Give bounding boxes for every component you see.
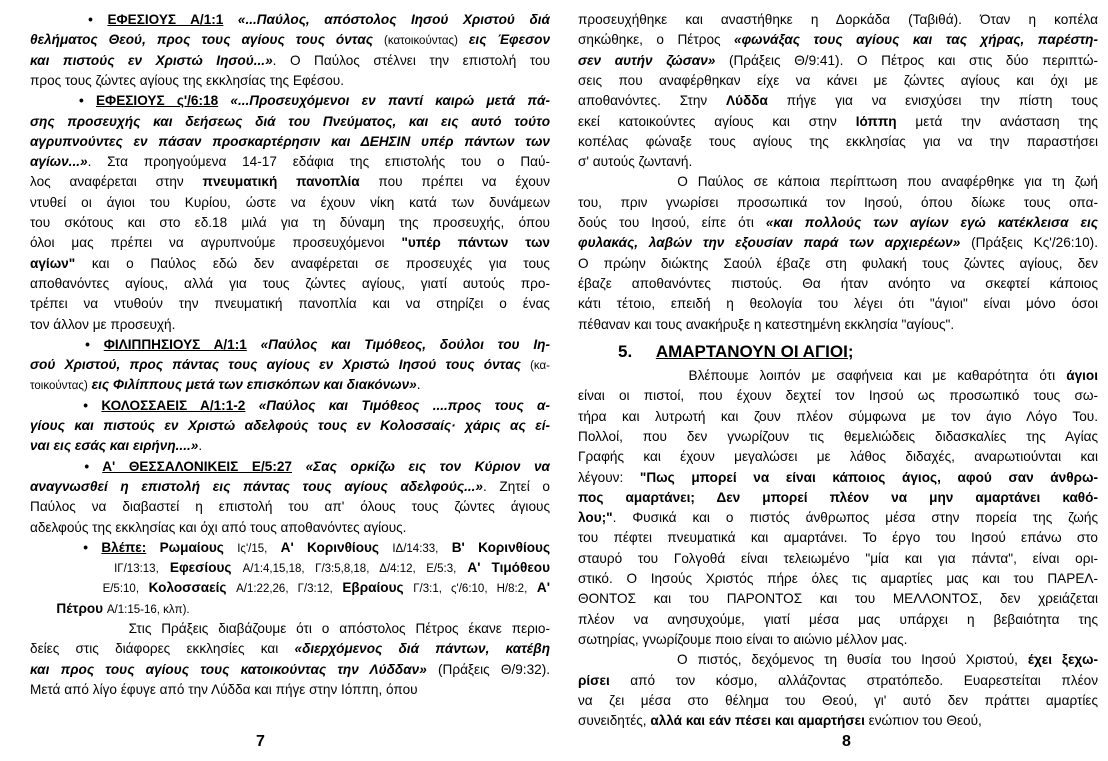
text-line: αγρυπνούντες εν πάσαν προσκαρτέρησιν και ΔΕΗΣΙΝ υπέρ πάντων των	[30, 133, 550, 149]
text-line: σης προσευχής και δεήσεως διά του Πνεύματος, και εις αυτό τούτο	[30, 113, 550, 129]
text-line: γίους και πιστούς εν Χριστώ αδελφούς τους εν Κολοσσαίς· χάρις ας εί-	[30, 418, 550, 433]
text-line: αγίων" και ο Παύλος εδώ δεν αναφέρεται σε προσευχές για τους	[30, 255, 550, 271]
text-line: τοικούντας) εις Φιλίππους μετά των επισκόπων και διακόνων».	[30, 377, 421, 393]
text-line: σεις που αναφέρθηκαν είχε να κάνει με ζώντες αγίους και όχι με	[578, 72, 1098, 88]
text-line: εκεί κατοικούντες αγίους και στην Ιόππη μετά την ανάσταση της	[578, 113, 1098, 129]
text-line: φυλακάς, λαβών την εξουσίαν παρά των αρχιερέων» (Πράξεις Κς'/26:10).	[578, 235, 1098, 251]
text-line: αγίων...». Στα προηγούμενα 14-17 εδάφια της επιστολής του ο Παύ-	[30, 154, 550, 170]
text-line: Μετά από λίγο έφυγε από την Λύδδα και πήγε στην Ιόππη, όπου	[30, 681, 418, 697]
text-line: στικό. Ο Ιησούς Χριστός πήρε όλες τις αμαρτίες μας και του ΠΑΡΕΛ-	[578, 571, 1098, 586]
text-line: πλέον να ανησυχούμε, γιατί μέσα μας υπάρχει η βεβαιότητα της	[578, 611, 1098, 627]
text-line: τρέπει να ντυθούν την πνευματική πανοπλία και να στηρίζει ο ένας	[30, 296, 550, 312]
text-line: Παύλος να διαβαστεί η επιστολή του απ' όλους τους ζώντες άγιους	[30, 499, 550, 515]
section-heading-title: ΑΜΑΡΤΑΝΟΥΝ ΟΙ ΑΓΙΟΙ;	[655, 342, 854, 361]
section-heading-number: 5.	[618, 342, 633, 361]
text-line: • Α' ΘΕΣΣΑΛΟΝΙΚΕΙΣ Ε/5:27 «Σας ορκίζω εις τον Κύριον να	[30, 458, 550, 474]
text-line: σωτηρίας, γνωρίζουμε ποιο είναι το αιώνιο μέλλον μας.	[578, 631, 908, 647]
text-line: του, πριν γνωρίσει προσωπικά τον Ιησού, όπου δίωκε τους οπα-	[578, 194, 1098, 210]
text-line: • ΚΟΛΟΣΣΑΕΙΣ Α/1:1-2 «Παύλος και Τιμόθεος ....προς τους α-	[30, 397, 550, 413]
right-page	[578, 6, 1098, 761]
text-line: τήρα και λυτρωτή και ζουν πλέον σύμφωνα με τον άγιο Λόγο Του.	[578, 408, 1098, 424]
text-line: σού Χριστού, προς πάντας τους αγίους εν Χριστώ Ιησού τους όντας (κα-	[30, 357, 550, 373]
text-line: λέγουν: "Πως μπορεί να είναι κάποιος άγιος, αφού σαν άνθρω-	[578, 469, 1098, 485]
text-line: Γραφής και έχουν μεγαλώσει με λάθος διδαχές, αναρωτιούνται και	[578, 449, 1098, 465]
text-line: • ΦΙΛΙΠΠΗΣΙΟΥΣ Α/1:1 «Παύλος και Τιμόθεος, δούλοι του Ιη-	[30, 336, 550, 352]
text-line: σταυρό του Γολγοθά είναι τελειωμένο "μία και για πάντα", είναι ορι-	[578, 550, 1098, 566]
text-line: του πέφτει πνευματικά και αμαρτάνει. Το έργο του Ιησού επάνω στο	[578, 530, 1098, 546]
text-line: αποθανόντες αγίους, αλλά για τους ζώντες αγίους, γιατί αυτούς προ-	[30, 275, 550, 291]
text-line: πέθαναν και τους ανακήρυξε η κατεστημένη εκκλησία "αγίους".	[578, 316, 955, 332]
left-page	[30, 6, 550, 761]
text-line: και προς τους αγίους τους κατοικούντας την Λύδδαν» (Πράξεις Θ/9:32).	[30, 661, 550, 677]
text-line: Πέτρου Α/1:15-16, κλπ).	[30, 600, 190, 616]
text-line: του σκότους και στο εδ.18 μιλά για τη δύναμη της προσευχής, όπου	[30, 215, 550, 230]
text-line: Στις Πράξεις διαβάζουμε ότι ο απόστολος Πέτρος έκανε περιο-	[30, 621, 550, 636]
text-line: έβαζε αποθανόντες πιστούς. Θα ήταν ανόητο να σκεφτεί κάποιος	[578, 275, 1098, 291]
text-line: προσευχήθηκε και αναστήθηκε η Δορκάδα (Ταβιθά). Όταν η κοπέλα	[578, 12, 1098, 27]
text-line: κοπέλας φώναξε τους αγίους της εκκλησίας για να την παραστήσει	[578, 133, 1098, 149]
text-line: δούς του Ιησού, είπε ότι «και πολλούς των αγίων εγώ κατέκλεισα εις	[578, 215, 1098, 230]
right-page-number: 8	[842, 733, 851, 750]
text-line: πος αμαρτάνει; Δεν μπορεί πλέον να μην αμαρτάνει καθό-	[578, 489, 1098, 505]
text-line: και πιστούς εν Χριστώ Ιησού...». Ο Παύλος στέλνει την επιστολή του	[30, 52, 550, 68]
text-line: προς τους ζώντες αγίους της εκκλησίας της Εφέσου.	[30, 72, 344, 88]
text-line: αδελφούς της εκκλησίας και όχι από τους αποθανόντες αγίους.	[30, 519, 407, 535]
text-line: σηκώθηκε, ο Πέτρος «φωνάξας τους αγίους και τας χήρας, παρέστη-	[578, 32, 1098, 48]
text-line: Πολλοί, που δεν γνωρίζουν τις θεμελιώδεις διδασκαλίες της Αγίας	[578, 428, 1098, 444]
text-line: είναι οι πιστοί, που έχουν δεχτεί τον Ιησού ως προσωπικό τους σω-	[578, 388, 1098, 404]
text-line: • Βλέπε: Ρωμαίους Ις'/15, Α' Κορινθίους ΙΔ/14:33, Β' Κορινθίους	[30, 539, 550, 555]
text-line: Ε/5:10, Κολοσσαείς Α/1:22,26, Γ/3:12, Εβραίους Γ/3:1, ς'/6:10, Η/8:2, Α'	[30, 580, 550, 596]
text-line: • ΕΦΕΣΙΟΥΣ ς'/6:18 «...Προσευχόμενοι εν παντί καιρώ μετά πά-	[30, 93, 550, 109]
text-line: να ζει μέσα στο θέλημα του Θεού, γι' αυτό δεν πράττει αμαρτίες	[578, 692, 1098, 708]
text-line: Ο πρώην διώκτης Σαούλ έβαζε στη φυλακή τους ζώντες αγίους, δεν	[578, 255, 1098, 271]
text-line: Ο Παύλος σε κάποια περίπτωση που αναφέρθηκε για τη ζωή	[578, 174, 1098, 190]
text-line: λου;". Φυσικά και ο πιστός άνθρωπος μέσα στην πορεία της ζωής	[578, 510, 1098, 526]
text-line: σ' αυτούς ζωντανή.	[578, 154, 693, 170]
text-line: ΙΓ/13:13, Εφεσίους Α/1:4,15,18, Γ/3:5,8,18, Δ/4:12, Ε/5:3, Α' Τιμόθεου	[30, 560, 550, 576]
text-line: δείες στις διάφορες εκκλησίες και «διερχόμενος διά πάντων, κατέβη	[30, 641, 550, 657]
section-heading	[618, 342, 854, 362]
text-line: Ο πιστός, δεχόμενος τη θυσία του Ιησού Χριστού, έχει ξεχω-	[578, 652, 1098, 668]
text-line: • ΕΦΕΣΙΟΥΣ Α/1:1 «...Παύλος, απόστολος Ιησού Χριστού διά	[30, 12, 550, 27]
text-line: κάτι τέτοιο, επειδή η θεολογία του λέγει ότι "άγιοι" είναι μόνο όσοι	[578, 296, 1098, 312]
text-line: αναγνωσθεί η επιστολή εις πάντας τους αγίους αδελφούς...». Ζητεί ο	[30, 478, 550, 494]
text-line: ναι εις εσάς και ειρήνη....».	[30, 438, 203, 454]
text-line: σεν αυτήν ζώσαν» (Πράξεις Θ/9:41). Ο Πέτρος και στις δύο περιπτώ-	[578, 52, 1098, 68]
text-line: συνειδητές, αλλά και εάν πέσει και αμαρτήσει ενώπιον του Θεού,	[578, 713, 982, 729]
text-line: τον άλλον με προσευχή.	[30, 316, 176, 332]
text-line: ρίσει από τον κόσμο, αλλάζοντας στρατόπεδο. Ευαρεστείται πλέον	[578, 672, 1098, 688]
text-line: ΘΟΝΤΟΣ και του ΠΑΡΟΝΤΟΣ και του ΜΕΛΛΟΝΤΟΣ, δεν χρειάζεται	[578, 591, 1098, 607]
text-line: αποθανόντες. Στην Λύδδα πήγε για να ενισχύσει την πίστη τους	[578, 93, 1098, 109]
text-line: λος αναφέρεται στην πνευματική πανοπλία που πρέπει να έχουν	[30, 174, 550, 190]
text-line: όλοι μας πρέπει να αγρυπνούμε προσευχόμενοι "υπέρ πάντων των	[30, 235, 550, 251]
left-page-number: 7	[256, 733, 265, 750]
text-line: θελήματος Θεού, προς τους αγίους τους όντας (κατοικούντας) εις Έφεσον	[30, 32, 550, 48]
text-line: ντυθεί οι άγιοι του Κυρίου, ώστε να έχουν νίκη κατά των δυνάμεων	[30, 194, 550, 210]
text-line: Βλέπουμε λοιπόν με σαφήνεια και με καθαρότητα ότι άγιοι	[578, 368, 1098, 383]
